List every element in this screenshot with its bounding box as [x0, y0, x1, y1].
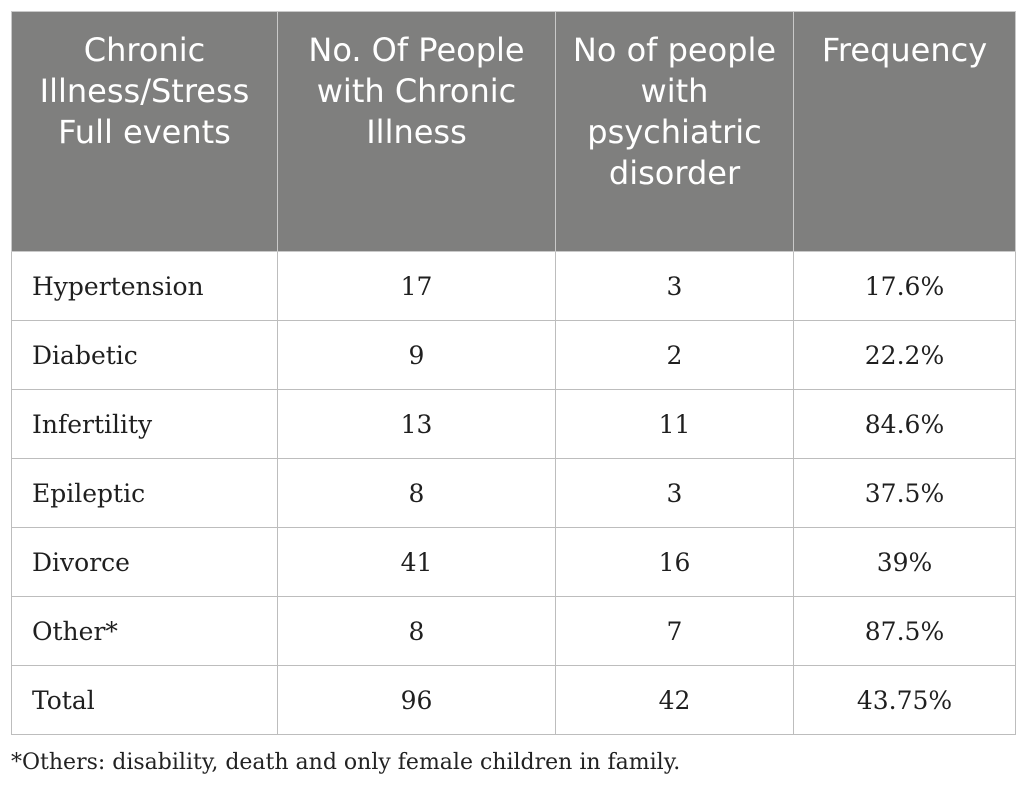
table-footnote: *Others: disability, death and only female children in family.	[11, 750, 681, 775]
cell-chronic-count: 8	[278, 597, 556, 666]
cell-chronic-count: 13	[278, 390, 556, 459]
table-row	[12, 252, 1016, 321]
table-row	[12, 390, 1016, 459]
table-row-total	[12, 666, 1016, 735]
cell-psychiatric-count: 42	[556, 666, 794, 735]
cell-psychiatric-count: 16	[556, 528, 794, 597]
cell-psychiatric-count: 11	[556, 390, 794, 459]
table-row	[12, 321, 1016, 390]
row-label: Divorce	[12, 528, 278, 597]
data-table-container	[11, 11, 1015, 735]
cell-chronic-count: 17	[278, 252, 556, 321]
table-row	[12, 597, 1016, 666]
row-label: Diabetic	[12, 321, 278, 390]
cell-psychiatric-count: 3	[556, 459, 794, 528]
cell-psychiatric-count: 7	[556, 597, 794, 666]
cell-chronic-count: 9	[278, 321, 556, 390]
cell-chronic-count: 96	[278, 666, 556, 735]
header-no-people-chronic: No. Of People with Chronic Illness	[278, 12, 556, 252]
cell-frequency: 37.5%	[794, 459, 1016, 528]
cell-frequency: 22.2%	[794, 321, 1016, 390]
table-row	[12, 528, 1016, 597]
table-row	[12, 459, 1016, 528]
cell-frequency: 17.6%	[794, 252, 1016, 321]
cell-chronic-count: 41	[278, 528, 556, 597]
table-body	[12, 252, 1016, 735]
row-label: Other*	[12, 597, 278, 666]
cell-frequency: 43.75%	[794, 666, 1016, 735]
row-label: Epileptic	[12, 459, 278, 528]
header-frequency: Frequency	[794, 12, 1016, 252]
cell-frequency: 87.5%	[794, 597, 1016, 666]
cell-frequency: 84.6%	[794, 390, 1016, 459]
row-label: Hypertension	[12, 252, 278, 321]
header-no-people-psychiatric: No of people with psychiatric disorder	[556, 12, 794, 252]
cell-psychiatric-count: 2	[556, 321, 794, 390]
row-label: Total	[12, 666, 278, 735]
cell-chronic-count: 8	[278, 459, 556, 528]
cell-frequency: 39%	[794, 528, 1016, 597]
header-row	[12, 12, 1016, 252]
chronic-illness-table	[11, 11, 1016, 735]
cell-psychiatric-count: 3	[556, 252, 794, 321]
header-chronic-illness: Chronic Illness/Stress Full events	[12, 12, 278, 252]
row-label: Infertility	[12, 390, 278, 459]
table-header	[12, 12, 1016, 252]
